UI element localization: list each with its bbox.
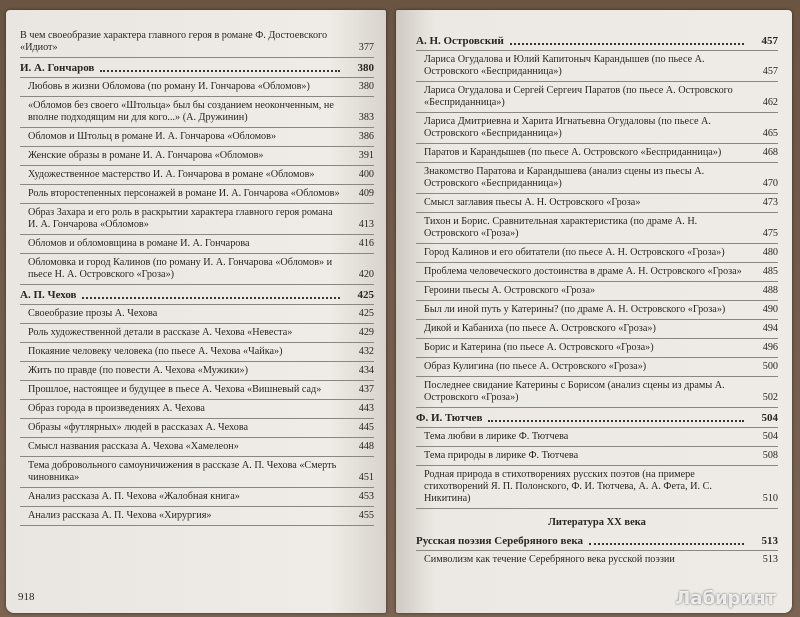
entry-divider [20, 487, 374, 488]
toc-entry-title: Смысл названия рассказа А. Чехова «Хамелеон» [28, 441, 239, 452]
entry-divider [416, 193, 778, 194]
toc-entry-title: Жить по правде (по повести А. Чехова «Мужики») [28, 365, 248, 376]
entry-divider [416, 112, 778, 113]
toc-entry-page: 496 [762, 342, 778, 353]
toc-entry-page: 425 [358, 308, 374, 319]
toc-entry-title: Был ли иной путь у Катерины? (по драме А. Н. Островского «Гроза») [424, 304, 726, 315]
toc-entry-title: Художественное мастерство И. А. Гончарова в романе «Обломов» [28, 169, 315, 180]
entry-divider [20, 437, 374, 438]
entry-divider [20, 304, 374, 305]
toc-entry [416, 266, 778, 280]
toc-entry-page: 386 [358, 131, 374, 142]
entry-divider [20, 361, 374, 362]
toc-section-heading [20, 61, 374, 75]
entry-divider [20, 323, 374, 324]
toc-entry-title: Образ Захара и его роль в раскрытии характера главного героя романа И. А. Гончарова «Обломов» [28, 207, 333, 230]
toc-entry [20, 308, 374, 322]
page-number-left: 918 [18, 591, 35, 603]
entry-divider [20, 234, 374, 235]
toc-entry-page: 465 [762, 128, 778, 139]
toc-entry-title: Лариса Огудалова и Сергей Сергеич Паратов (по пьесе А. Островского «Бесприданница») [424, 85, 733, 108]
entry-divider [20, 96, 374, 97]
toc-entry [416, 285, 778, 299]
dot-leader [488, 419, 744, 422]
section-heading-page: 457 [761, 35, 778, 47]
entry-divider [416, 550, 778, 551]
entry-divider [416, 465, 778, 466]
toc-entry-title: Образы «футлярных» людей в рассказах А. Чехова [28, 422, 249, 433]
toc-entry-page: 437 [358, 384, 374, 395]
toc-entry-title: Последнее свидание Катерины с Борисом (анализ сцены из драмы А. Островского «Гроза») [424, 380, 725, 403]
entry-divider [416, 212, 778, 213]
toc-entry-title: Лариса Огудалова и Юлий Капитоныч Карандышев (по пьесе А. Островского «Бесприданница») [424, 54, 705, 77]
toc-entry-page: 383 [358, 112, 374, 123]
section-heading-title: Ф. И. Тютчев [416, 412, 483, 424]
toc-entry-title: Любовь в жизни Обломова (по роману И. Гончарова «Обломов») [28, 81, 310, 92]
entry-divider [20, 253, 374, 254]
toc-entry-page: 429 [358, 327, 374, 338]
toc-entry-title: Анализ рассказа А. П. Чехова «Жалобная книга» [28, 491, 240, 502]
toc-entry-page: 443 [358, 403, 374, 414]
dot-leader [510, 42, 744, 45]
entry-divider [20, 525, 374, 526]
toc-entry-page: 510 [762, 493, 778, 504]
toc-entry [416, 554, 778, 568]
toc-entry-title: Символизм как течение Серебряного века русской поэзии [424, 554, 675, 565]
toc-entry [416, 216, 778, 242]
toc-entry-page: 434 [358, 365, 374, 376]
dot-leader [82, 296, 340, 299]
toc-entry-page: 451 [358, 472, 374, 483]
toc-entry [416, 380, 778, 406]
right-toc [416, 32, 778, 568]
toc-entry-title: Обломовка и город Калинов (по роману И. А. Гончарова «Обломов» и пьесе Н. А. Островского «Гроза») [28, 257, 333, 280]
dot-leader [589, 542, 744, 545]
entry-divider [416, 300, 778, 301]
toc-entry-title: Роль второстепенных персонажей в романе И. А. Гончарова «Обломов» [28, 188, 340, 199]
toc-entry-page: 485 [762, 266, 778, 277]
section-heading-page: 425 [357, 289, 374, 301]
entry-divider [416, 427, 778, 428]
toc-entry-title: Героини пьесы А. Островского «Гроза» [424, 285, 596, 296]
entry-divider [416, 243, 778, 244]
toc-entry-title: Паратов и Карандышев (по пьесе А. Островского «Бесприданница») [424, 147, 722, 158]
toc-entry [416, 450, 778, 464]
toc-entry [416, 469, 778, 507]
toc-entry [416, 304, 778, 318]
toc-entry [20, 81, 374, 95]
entry-divider [20, 146, 374, 147]
entry-divider [20, 165, 374, 166]
entry-divider [416, 81, 778, 82]
toc-entry-title: Своеобразие прозы А. Чехова [28, 308, 158, 319]
section-heading-page: 380 [357, 62, 374, 74]
toc-entry-page: 508 [762, 450, 778, 461]
toc-entry-title: Женские образы в романе И. А. Гончарова «Обломов» [28, 150, 264, 161]
toc-entry-title: Дикой и Кабаниха (по пьесе А. Островского «Гроза») [424, 323, 656, 334]
toc-entry-title: Обломов и Штольц в романе И. А. Гончарова «Обломов» [28, 131, 277, 142]
toc-entry-page: 513 [762, 554, 778, 565]
entry-divider [416, 376, 778, 377]
toc-entry-title: «Обломов без своего «Штольца» был бы созданием неоконченным, не вполне подходящим ни для кого...» (А. Дружинин) [28, 100, 334, 123]
toc-entry [20, 384, 374, 398]
entry-divider [416, 50, 778, 51]
toc-entry [20, 403, 374, 417]
entry-divider [416, 262, 778, 263]
entry-divider [20, 57, 374, 58]
section-heading-title: Русская поэзия Серебряного века [416, 535, 584, 547]
toc-entry-title: Знакомство Паратова и Карандышева (анализ сцены из пьесы А. Островского «Бесприданница») [424, 166, 705, 189]
toc-entry-page: 413 [358, 219, 374, 230]
toc-entry-page: 490 [762, 304, 778, 315]
toc-entry [416, 54, 778, 80]
toc-entry [20, 460, 374, 486]
toc-entry-title: Город Калинов и его обитатели (по пьесе А. Н. Островского «Гроза») [424, 247, 725, 258]
toc-entry-title: Тихон и Борис. Сравнительная характеристика (по драме А. Н. Островского «Гроза») [424, 216, 698, 239]
entry-divider [20, 184, 374, 185]
toc-entry-page: 432 [358, 346, 374, 357]
toc-entry [20, 365, 374, 379]
toc-entry-title: В чем своеобразие характера главного героя в романе Ф. Достоевского «Идиот» [20, 30, 328, 53]
toc-section-heading [416, 34, 778, 48]
toc-entry-title: Обломов и обломовщина в романе И. А. Гончарова [28, 238, 250, 249]
toc-entry-title: Тема любви в лирике Ф. Тютчева [424, 431, 569, 442]
watermark-logo: Лабиринт [675, 588, 776, 609]
toc-entry-page: 377 [358, 42, 374, 53]
toc-entry-page: 488 [762, 285, 778, 296]
toc-entry-page: 502 [762, 392, 778, 403]
entry-divider [20, 203, 374, 204]
entry-divider [416, 319, 778, 320]
toc-entry-title: Анализ рассказа А. П. Чехова «Хирургия» [28, 510, 212, 521]
toc-entry-title: Родная природа в стихотворениях русских поэтов (на примере стихотворений Я. П. Полонского, Ф. И. Тютчева, А. А. Фета, И. С. Никитина) [424, 469, 712, 504]
entry-divider [20, 456, 374, 457]
toc-entry [20, 169, 374, 183]
entry-divider [20, 380, 374, 381]
toc-entry-page: 473 [762, 197, 778, 208]
right-page [396, 10, 792, 613]
entry-divider [416, 508, 778, 509]
toc-entry [20, 100, 374, 126]
part-title: Литература XX века [548, 517, 646, 528]
toc-entry [20, 150, 374, 164]
entry-divider [20, 127, 374, 128]
toc-entry [20, 188, 374, 202]
entry-divider [20, 506, 374, 507]
toc-entry [20, 131, 374, 145]
toc-entry-title: Образ города в произведениях А. Чехова [28, 403, 205, 414]
toc-entry-page: 445 [358, 422, 374, 433]
entry-divider [416, 143, 778, 144]
entry-divider [20, 399, 374, 400]
dot-leader [100, 69, 340, 72]
left-toc [20, 30, 374, 529]
toc-entry [416, 247, 778, 261]
toc-entry-title: Покаяние человеку человека (по пьесе А. Чехова «Чайка») [28, 346, 283, 357]
toc-section-heading [20, 288, 374, 302]
toc-entry [20, 510, 374, 524]
entry-divider [416, 446, 778, 447]
section-heading-page: 513 [761, 535, 778, 547]
toc-section-heading [416, 534, 778, 548]
toc-entry-title: Роль художественной детали в рассказе А. Чехова «Невеста» [28, 327, 293, 338]
toc-entry [416, 431, 778, 445]
toc-entry-page: 504 [762, 431, 778, 442]
toc-entry [416, 323, 778, 337]
toc-entry-page: 420 [358, 269, 374, 280]
toc-entry-page: 462 [762, 97, 778, 108]
toc-entry-page: 480 [762, 247, 778, 258]
entry-divider [20, 342, 374, 343]
toc-entry [20, 238, 374, 252]
toc-entry [20, 327, 374, 341]
toc-entry-page: 400 [358, 169, 374, 180]
toc-entry [416, 147, 778, 161]
toc-entry [416, 361, 778, 375]
toc-section-heading [416, 411, 778, 425]
entry-divider [416, 338, 778, 339]
toc-entry [416, 116, 778, 142]
toc-entry-title: Прошлое, настоящее и будущее в пьесе А. Чехова «Вишневый сад» [28, 384, 322, 395]
toc-entry [20, 491, 374, 505]
toc-entry [20, 207, 374, 233]
toc-entry-page: 475 [762, 228, 778, 239]
toc-entry-page: 409 [358, 188, 374, 199]
toc-entry-page: 455 [358, 510, 374, 521]
toc-entry-page: 416 [358, 238, 374, 249]
entry-divider [416, 162, 778, 163]
toc-entry-title: Смысл заглавия пьесы А. Н. Островского «Гроза» [424, 197, 641, 208]
toc-entry-page: 500 [762, 361, 778, 372]
toc-entry-page: 468 [762, 147, 778, 158]
entry-divider [20, 77, 374, 78]
toc-entry [20, 346, 374, 360]
toc-entry [416, 342, 778, 356]
toc-entry [416, 197, 778, 211]
section-heading-page: 504 [761, 412, 778, 424]
toc-entry [20, 30, 374, 56]
toc-entry-page: 494 [762, 323, 778, 334]
toc-entry-page: 448 [358, 441, 374, 452]
toc-entry [20, 257, 374, 283]
entry-divider [20, 418, 374, 419]
toc-entry-page: 380 [358, 81, 374, 92]
toc-entry-title: Тема добровольного самоуничижения в рассказе А. П. Чехова «Смерть чиновника» [28, 460, 337, 483]
toc-entry-title: Образ Кулигина (по пьесе А. Островского «Гроза») [424, 361, 647, 372]
toc-entry-page: 453 [358, 491, 374, 502]
toc-entry-title: Борис и Катерина (по пьесе А. Островского «Гроза») [424, 342, 654, 353]
entry-divider [416, 357, 778, 358]
toc-entry [416, 85, 778, 111]
toc-entry [416, 166, 778, 192]
entry-divider [20, 284, 374, 285]
section-heading-title: А. П. Чехов [20, 289, 77, 301]
toc-entry-page: 391 [358, 150, 374, 161]
left-page [6, 10, 386, 613]
toc-entry-page: 470 [762, 178, 778, 189]
section-heading-title: И. А. Гончаров [20, 62, 95, 74]
toc-entry-title: Тема природы в лирике Ф. Тютчева [424, 450, 579, 461]
toc-entry [20, 422, 374, 436]
section-heading-title: А. Н. Островский [416, 35, 504, 47]
toc-entry-title: Лариса Дмитриевна и Харита Игнатьевна Огудаловы (по пьесе А. Островского «Бесприданница») [424, 116, 711, 139]
entry-divider [416, 407, 778, 408]
entry-divider [416, 281, 778, 282]
toc-entry-title: Проблема человеческого достоинства в драме А. Н. Островского «Гроза» [424, 266, 742, 277]
toc-entry-page: 457 [762, 66, 778, 77]
toc-entry [20, 441, 374, 455]
